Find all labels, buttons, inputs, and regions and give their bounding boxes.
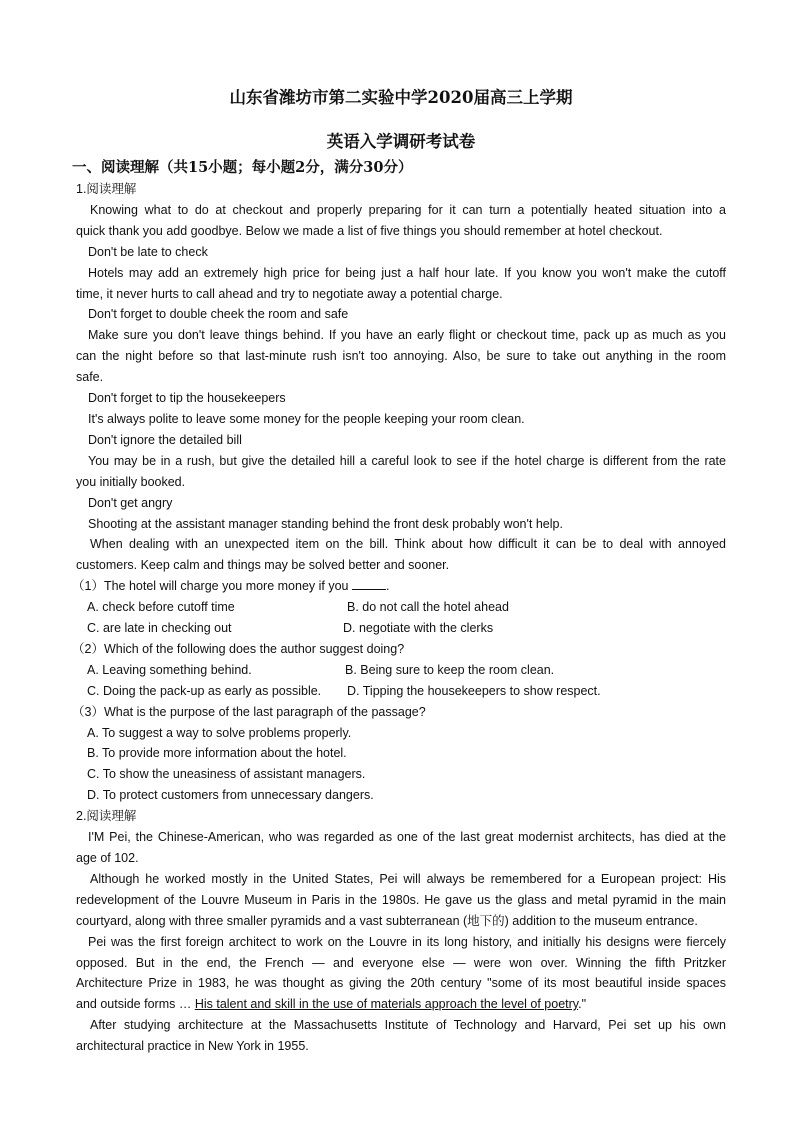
paragraph-line: After studying architecture at the Massachusetts Institute of Technology and Harvard, Pei set up his own (90, 1018, 726, 1033)
paragraph-line: Architecture Prize in 1983, he was thought as giving the 20th century "some of its most beautiful inside spaces (76, 976, 726, 991)
option-c: C. are late in checking out (87, 621, 232, 636)
option-d: D. negotiate with the clerks (343, 621, 494, 636)
option-row (76, 618, 726, 639)
option-b: B. Being sure to keep the room clean. (345, 662, 555, 677)
page-subtitle: 英语入学调研考试卷 (326, 132, 476, 151)
paragraph-line: Pei was the first foreign architect to work on the Louvre in its long history, and initially his designs were fiercely (88, 934, 726, 949)
paragraph-line: Knowing what to do at checkout and properly preparing for it can turn a potentially heated situation into a (90, 202, 726, 217)
paragraph-line: It's always polite to leave some money for the people keeping your room clean. (88, 411, 525, 426)
underlined-sentence: His talent and skill in the use of materials approach the level of poetry (194, 997, 579, 1012)
paragraph-line: courtyard, along with three smaller pyramids and a vast subterranean (地下的) addition to the museum entrance. (76, 913, 698, 928)
paragraph-line: Make sure you don't leave things behind. If you have an early flight or checkout time, pack up as much as you (88, 328, 726, 343)
passage-label: 2.阅读理解 (76, 809, 137, 824)
option-row (76, 681, 726, 702)
paragraph-line: time, it never hurts to call ahead and try to negotiate away a potential charge. (76, 286, 503, 301)
option-d: D. To protect customers from unnecessary dangers. (87, 788, 374, 803)
answer-blank (352, 577, 386, 590)
paragraph-line: You may be in a rush, but give the detailed hill a careful look to see if the hotel charge is different from the rate (88, 453, 726, 468)
paragraph-line: I'M Pei, the Chinese-American, who was regarded as one of the last great modernist architects, has died at the (88, 830, 726, 845)
page-title: 山东省潍坊市第二实验中学2020届高三上学期 (229, 88, 573, 107)
option-a: A. To suggest a way to solve problems properly. (87, 725, 352, 740)
section-heading: 一、阅读理解（共15小题；每小题2分，满分30分） (72, 159, 413, 176)
option-b: B. do not call the hotel ahead (347, 600, 509, 615)
tip-heading: Don't forget to double cheek the room and safe (88, 307, 349, 322)
paragraph-line: quick thank you add goodbye. Below we made a list of five things you should remember at hotel checkout. (76, 223, 663, 238)
paragraph-line: architectural practice in New York in 1955. (76, 1039, 309, 1054)
paragraph-line: safe. (76, 370, 104, 385)
tip-heading: Don't ignore the detailed bill (88, 432, 242, 447)
exam-page (72, 84, 726, 1057)
paragraph-line: you initially booked. (76, 474, 186, 489)
paragraph-text: ." (578, 997, 587, 1012)
option-c: C. To show the uneasiness of assistant managers. (87, 767, 366, 782)
tip-heading: Don't forget to tip the housekeepers (88, 391, 286, 406)
paragraph-line: Hotels may add an extremely high price for being just a half hour late. If you know you won't make the cutoff (88, 265, 726, 280)
paragraph-line: Shooting at the assistant manager standing behind the front desk probably won't help. (88, 516, 563, 531)
tip-heading: Don't be late to check (88, 244, 208, 259)
option-c: C. Doing the pack-up as early as possible. (87, 683, 322, 698)
paragraph-line: When dealing with an unexpected item on the bill. Think about how difficult it can be to deal with annoyed (90, 537, 726, 552)
option-row (76, 660, 726, 681)
paragraph-line: redevelopment of the Louvre Museum in Paris in the 1980s. He gave us the glass and metal pyramid in the main (76, 892, 726, 907)
paragraph-line: Although he worked mostly in the United States, Pei will always be remembered for a European project: His (90, 871, 726, 886)
paragraph-text: and outside forms … (76, 997, 195, 1012)
option-row (76, 597, 726, 618)
question-stem: （2）Which of the following does the author suggest doing? (72, 641, 405, 656)
paragraph-line: age of 102. (76, 851, 139, 865)
paragraph-line: customers. Keep calm and things may be solved better and sooner. (76, 558, 450, 573)
question-stem: （3）What is the purpose of the last paragraph of the passage? (72, 704, 426, 719)
passage-label: 1.阅读理解 (76, 182, 137, 196)
option-d: D. Tipping the housekeepers to show respect. (347, 683, 601, 698)
paragraph-line: opposed. But in the end, the French — and everyone else — were won over. Winning the fifth Pritzker (76, 955, 726, 970)
option-b: B. To provide more information about the hotel. (87, 746, 347, 761)
paragraph-line: can the night before so that last-minute rush isn't too annoying. Also, be sure to take out anything in the room (76, 349, 726, 364)
option-a: A. check before cutoff time (87, 600, 235, 615)
tip-heading: Don't get angry (88, 495, 173, 510)
paragraph-line (76, 994, 726, 1015)
question-stem-end: . (386, 579, 390, 594)
question-stem-text: （1）The hotel will charge you more money if you (72, 579, 352, 594)
question-stem (72, 576, 726, 597)
option-a: A. Leaving something behind. (87, 662, 252, 677)
